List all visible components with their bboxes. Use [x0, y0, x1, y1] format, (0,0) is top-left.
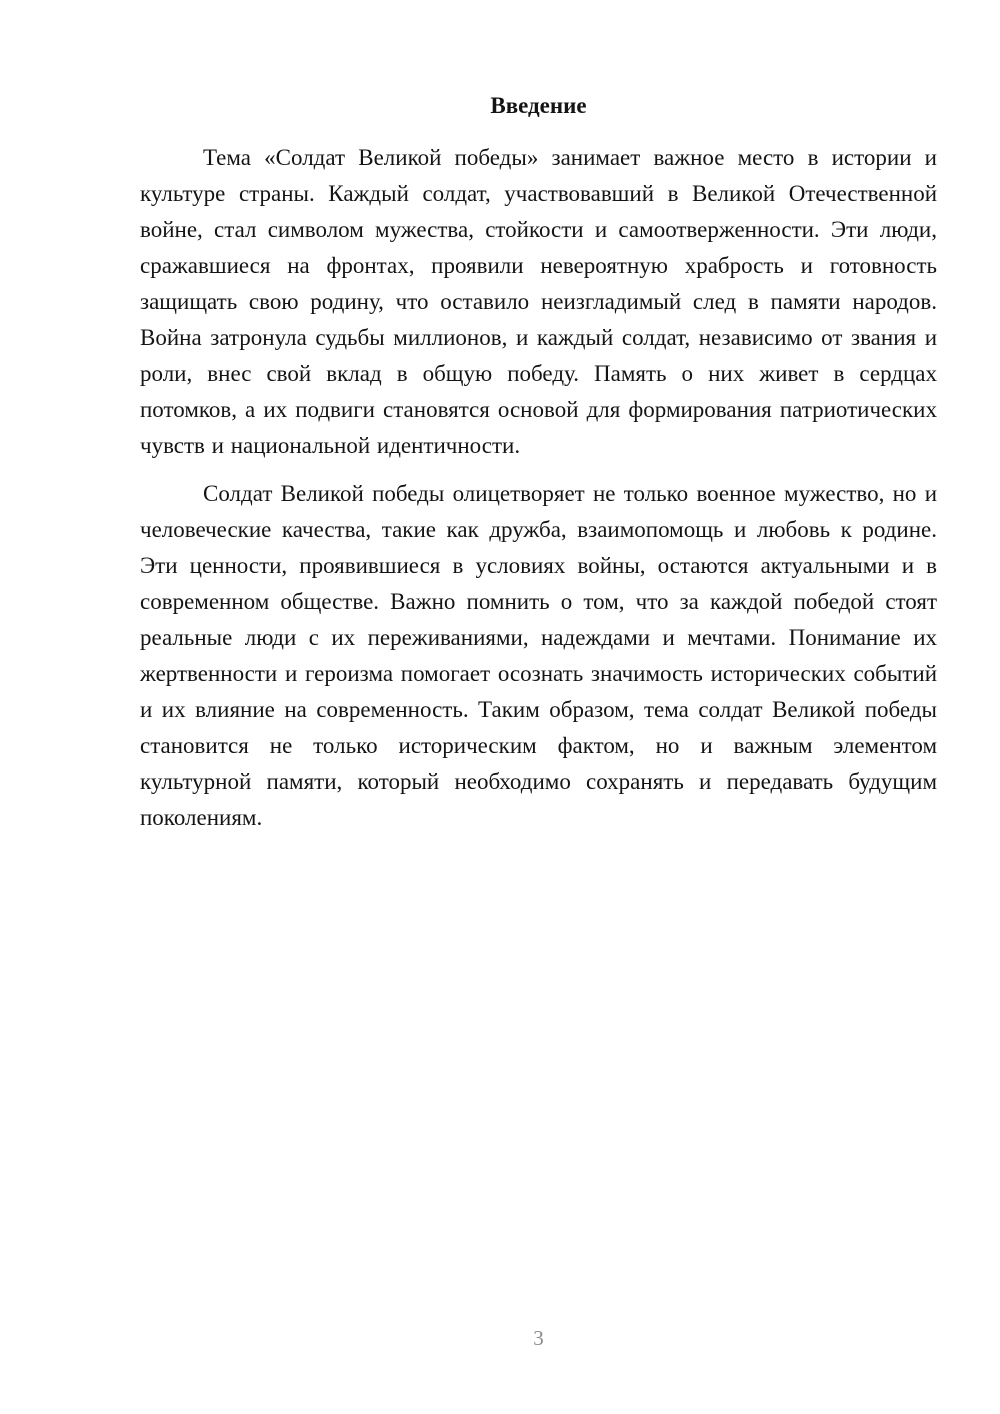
page-number: 3	[533, 1326, 544, 1350]
paragraph-2: Солдат Великой победы олицетворяет не только военное мужество, но и человеческие качества, такие как дружба, взаимопомощь и любовь к родине. Эти ценности, проявившиеся в условиях войны, остаются актуальными и в современном обществе. Важно помнить о том, что за каждой победой стоят реальные люди с их переживаниями, надеждами и мечтами. Понимание их жертвенности и героизма помогает осознать значимость исторических событий и их влияние на современность. Таким образом, тема солдат Великой победы становится не только историческим фактом, но и важным элементом культурной памяти, который необходимо сохранять и передавать будущим поколениям.	[140, 481, 937, 830]
text-block	[140, 88, 937, 848]
section-title: Введение	[490, 93, 587, 118]
paragraph-1: Тема «Солдат Великой победы» занимает важное место в истории и культуре страны. Каждый солдат, участвовавший в Великой Отечественной войне, стал символом мужества, стойкости и самоотверженности. Эти люди, сражавшиеся на фронтах, проявили невероятную храбрость и готовность защищать свою родину, что оставило неизгладимый след в памяти народов. Война затронула судьбы миллионов, и каждый солдат, независимо от звания и роли, внес свой вклад в общую победу. Память о них живет в сердцах потомков, а их подвиги становятся основой для формирования патриотических чувств и национальной идентичности.	[140, 145, 937, 458]
